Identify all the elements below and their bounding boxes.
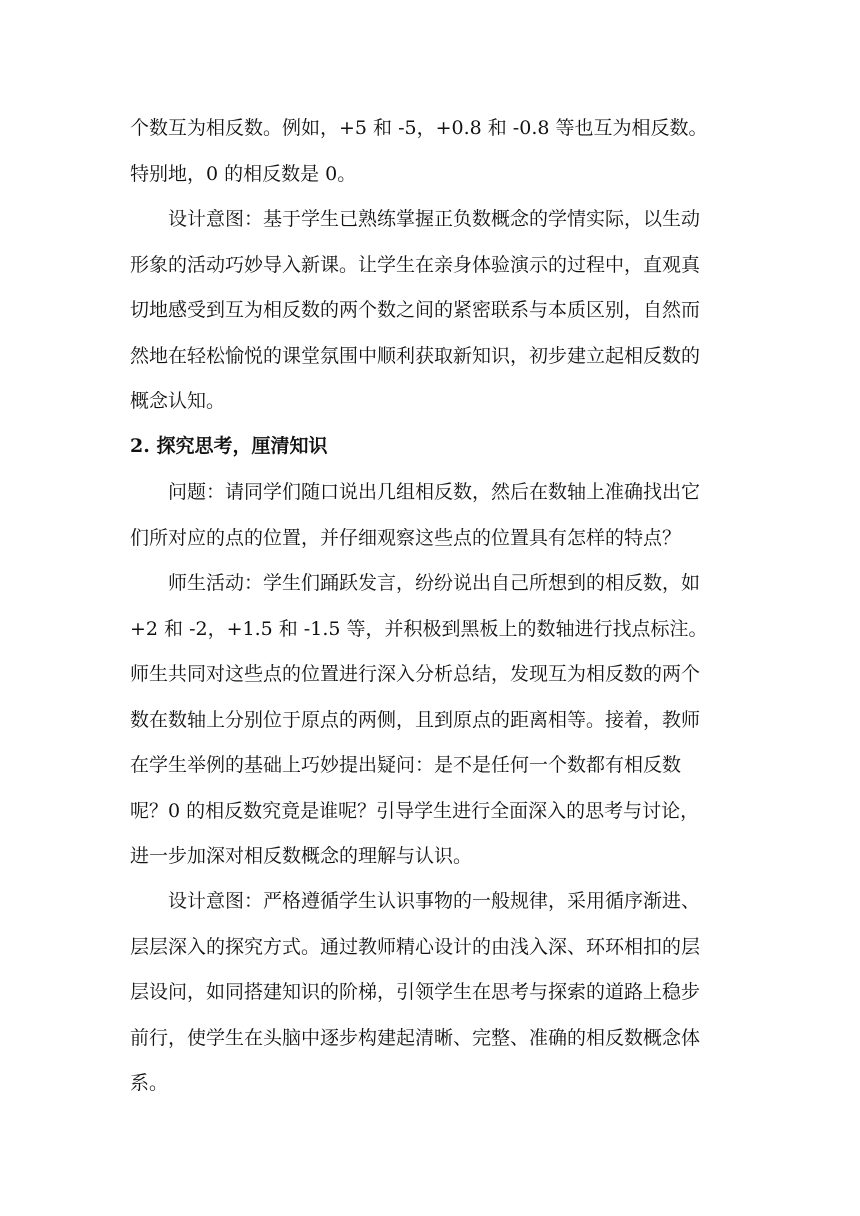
paragraph-definition-continued [130, 106, 742, 197]
text-line: 切地感受到互为相反数的两个数之间的紧密联系与本质区别，自然而 [130, 299, 701, 321]
section-heading: 2. 探究思考，厘清知识 [130, 435, 328, 457]
text-line: 数在数轴上分别位于原点的两侧，且到原点的距离相等。接着，教师 [130, 708, 701, 731]
text-line: 概念认知。 [130, 390, 226, 412]
text-line: 问题：请同学们随口说出几组相反数，然后在数轴上准确找出它 [168, 481, 701, 503]
text-line: 前行，使学生在头脑中逐步构建起清晰、完整、准确的相反数概念体 [130, 1026, 701, 1049]
paragraph-design-intent-2 [130, 879, 742, 1107]
text-line: 师生活动：学生们踊跃发言，纷纷说出自己所想到的相反数，如 [168, 572, 701, 594]
text-line: 层层深入的探究方式。通过教师精心设计的由浅入深、环环相扣的层 [130, 935, 701, 958]
text-line: 个数互为相反数。例如，+5 和 -5，+0.8 和 -0.8 等也互为相反数。 [130, 117, 708, 139]
text-line: 在学生举例的基础上巧妙提出疑问：是不是任何一个数都有相反数 [130, 754, 682, 776]
text-line: 进一步加深对相反数概念的理解与认识。 [130, 845, 473, 867]
paragraph-teacher-student-activity [130, 561, 742, 880]
text-line: 系。 [130, 1072, 169, 1094]
paragraph-question [130, 470, 742, 561]
text-line: 形象的活动巧妙导入新课。让学生在亲身体验演示的过程中，直观真 [130, 253, 701, 276]
text-line: 设计意图：基于学生已熟练掌握正负数概念的学情实际，以生动 [168, 208, 701, 230]
paragraph-design-intent-1 [130, 197, 742, 425]
text-line: 师生共同对这些点的位置进行深入分析总结，发现互为相反数的两个 [130, 663, 701, 685]
text-line: 然地在轻松愉悦的课堂氛围中顺利获取新知识，初步建立起相反数的 [130, 344, 701, 367]
text-line: 层设问，如同搭建知识的阶梯，引领学生在思考与探索的道路上稳步 [130, 981, 701, 1003]
text-line: 设计意图：严格遵循学生认识事物的一般规律，采用循序渐进、 [168, 890, 701, 912]
text-line: +2 和 -2，+1.5 和 -1.5 等，并积极到黑板上的数轴进行找点标注。 [130, 617, 708, 640]
text-line: 特别地，0 的相反数是 0。 [130, 162, 357, 185]
text-line: 呢？0 的相反数究竟是谁呢？引导学生进行全面深入的思考与讨论， [130, 799, 700, 822]
text-line: 们所对应的点的位置，并仔细观察这些点的位置具有怎样的特点？ [130, 526, 682, 549]
